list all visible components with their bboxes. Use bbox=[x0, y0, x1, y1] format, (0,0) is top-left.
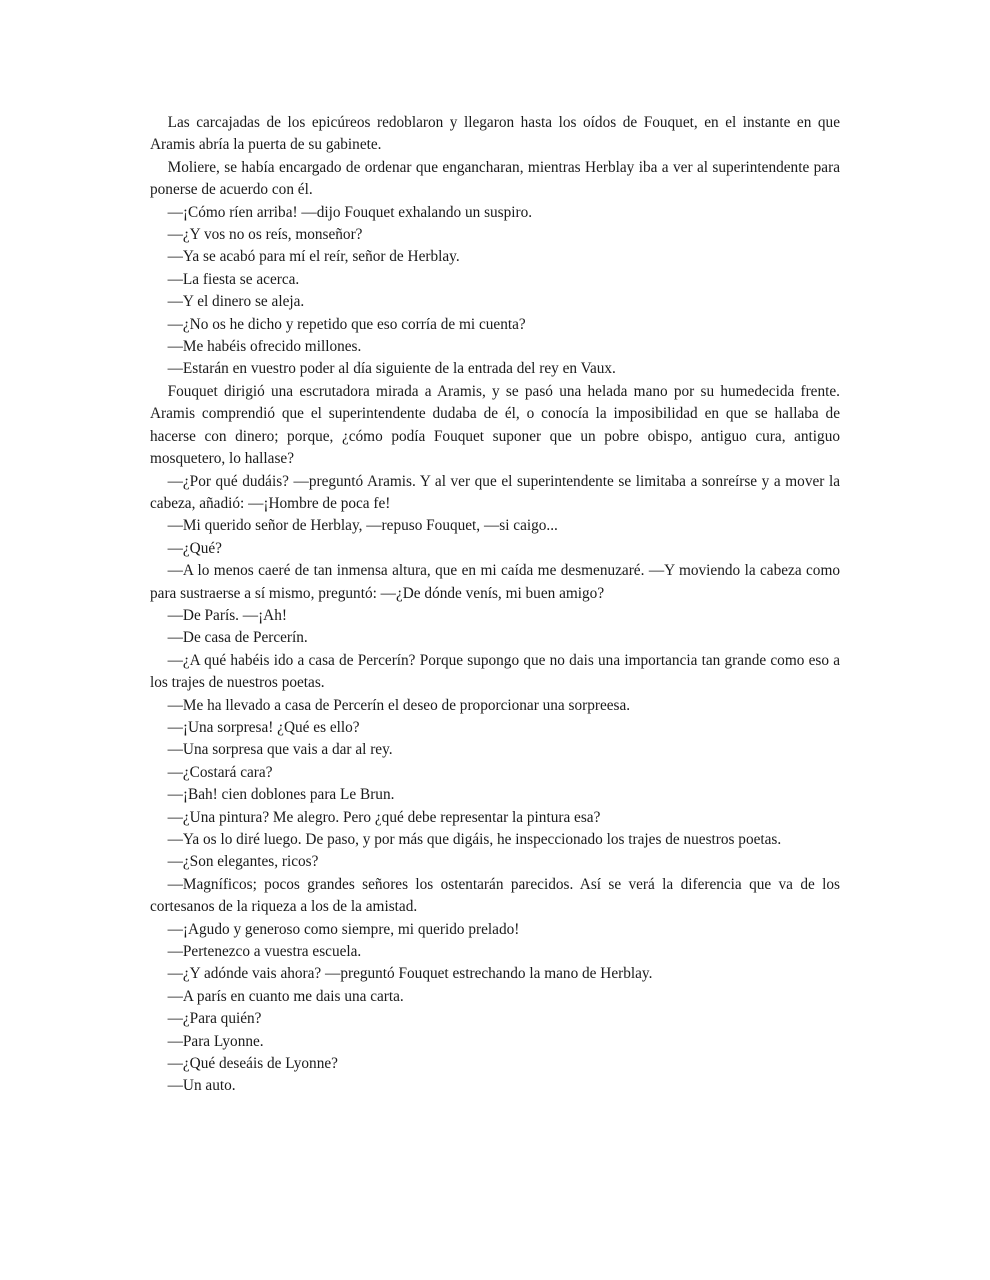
paragraph: —Pertenezco a vuestra escuela. bbox=[167, 943, 362, 961]
paragraph: —Ya os lo diré luego. De paso, y por más que digáis, he inspeccionado los trajes de nuestros poetas. bbox=[167, 831, 782, 848]
paragraph: —De casa de Percerín. bbox=[167, 629, 308, 647]
paragraph: —Mi querido señor de Herblay, —repuso Fouquet, —si caigo... bbox=[167, 517, 558, 535]
paragraph: —Magníficos; pocos grandes señores los ostentarán parecidos. Así se verá la diferencia que va de los cortesanos de la riqueza a los de la amistad. bbox=[150, 875, 840, 916]
paragraph: —¿Costará cara? bbox=[167, 763, 273, 781]
paragraph: —¿Qué? bbox=[167, 539, 222, 557]
paragraph: —Para Lyonne. bbox=[167, 1032, 264, 1050]
paragraph: —Me habéis ofrecido millones. bbox=[167, 338, 362, 356]
page-body bbox=[150, 112, 840, 1098]
paragraph: —La fiesta se acerca. bbox=[167, 270, 300, 288]
paragraph: —A parís en cuanto me dais una carta. bbox=[167, 987, 404, 1005]
paragraph: —¿Son elegantes, ricos? bbox=[167, 853, 319, 871]
paragraph: —¿Y vos no os reís, monseñor? bbox=[167, 226, 363, 244]
paragraph: Las carcajadas de los epicúreos redoblaron y llegaron hasta los oídos de Fouquet, en el instante en que Aramis abría la puerta de su gabinete. bbox=[150, 114, 840, 154]
paragraph: —Ya se acabó para mí el reír, señor de Herblay. bbox=[167, 248, 460, 266]
paragraph: —Me ha llevado a casa de Percerín el deseo de proporcionar una sorpreesa. bbox=[167, 696, 631, 714]
paragraph: —¿Una pintura? Me alegro. Pero ¿qué debe representar la pintura esa? bbox=[167, 808, 601, 826]
paragraph: —¡Agudo y generoso como siempre, mi querido prelado! bbox=[167, 920, 520, 938]
paragraph: —¿Para quién? bbox=[167, 1010, 262, 1028]
paragraph: —¿No os he dicho y repetido que eso corría de mi cuenta? bbox=[167, 315, 526, 333]
paragraph: —Y el dinero se aleja. bbox=[167, 293, 305, 311]
paragraph: —A lo menos caeré de tan inmensa altura, que en mi caída me desmenuzaré. —Y moviendo la cabeza como para sustraerse a sí mismo, preguntó: —¿De dónde venís, mi buen amigo? bbox=[150, 562, 840, 602]
paragraph: —De París. —¡Ah! bbox=[167, 606, 287, 624]
paragraph: —¿Por qué dudáis? —preguntó Aramis. Y al ver que el superintendente se limitaba a sonreírse y a mover la cabeza, añadió: —¡Hombre de poca fe! bbox=[150, 472, 840, 512]
paragraph: —¡Bah! cien doblones para Le Brun. bbox=[167, 786, 395, 804]
paragraph: —¿Qué deseáis de Lyonne? bbox=[167, 1055, 338, 1073]
paragraph: —Estarán en vuestro poder al día siguiente de la entrada del rey en Vaux. bbox=[167, 360, 616, 378]
paragraph: —¿Y adónde vais ahora? —preguntó Fouquet estrechando la mano de Herblay. bbox=[167, 965, 653, 983]
paragraph: —¡Cómo ríen arriba! —dijo Fouquet exhalando un suspiro. bbox=[167, 203, 533, 221]
paragraph: —Una sorpresa que vais a dar al rey. bbox=[167, 741, 393, 759]
paragraph: Fouquet dirigió una escrutadora mirada a Aramis, y se pasó una helada mano por su humedecida frente. Aramis comprendió que el superintendente dudaba de él, o conocía la imposibilidad en que se hallaba de hacerse con dinero; porque, ¿cómo podía Fouquet suponer que un pobre obispo, antiguo cura, antiguo mosquetero, lo hallase? bbox=[150, 382, 840, 468]
paragraph: Moliere, se había encargado de ordenar que engancharan, mientras Herblay iba a ver al superintendente para ponerse de acuerdo con él. bbox=[150, 158, 840, 199]
paragraph: —¡Una sorpresa! ¿Qué es ello? bbox=[167, 718, 360, 736]
paragraph: —Un auto. bbox=[167, 1077, 236, 1095]
paragraph: —¿A qué habéis ido a casa de Percerín? Porque supongo que no dais una importancia tan grande como eso a los trajes de nuestros poetas. bbox=[150, 651, 840, 692]
